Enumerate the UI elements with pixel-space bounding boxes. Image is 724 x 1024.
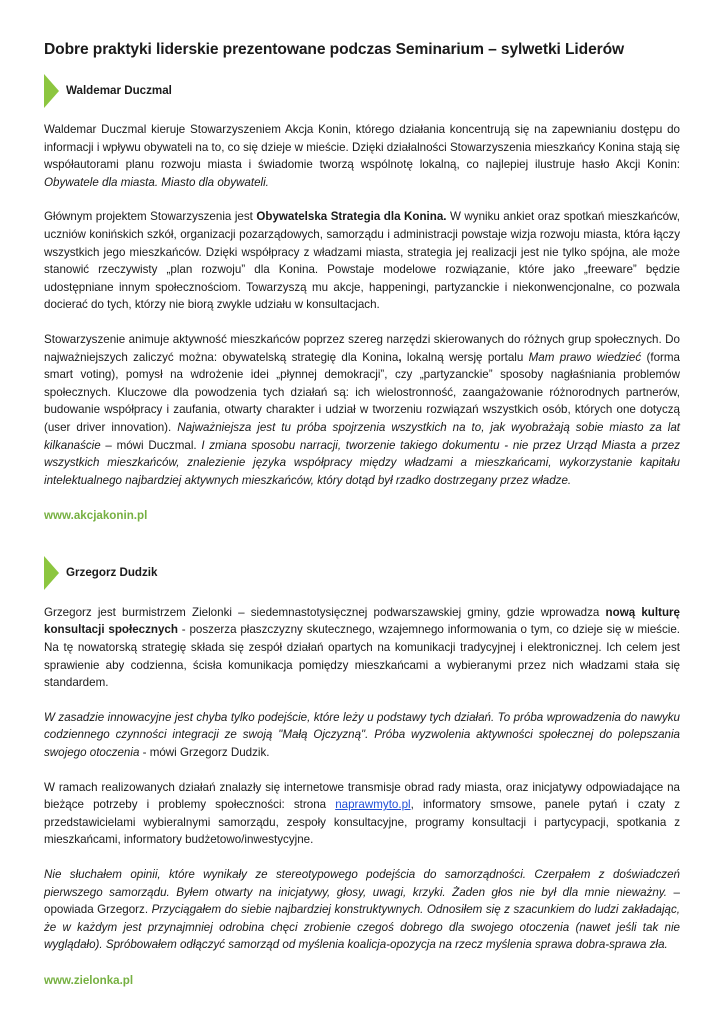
page-title: Dobre praktyki liderskie prezentowane podczas Seminarium – sylwetki Liderów xyxy=(44,41,625,58)
text: – opowiada Grzegorz. xyxy=(44,885,680,917)
green-arrow-icon xyxy=(44,556,59,590)
quote: Najważniejsza jest tu próba spojrzenia wszystkich na to, jak wyobrażają sobie miasto za lat kilkanaście xyxy=(44,420,680,452)
text: , xyxy=(398,350,402,364)
green-arrow-icon xyxy=(44,74,59,108)
paragraph xyxy=(44,709,680,762)
text: - mówi Grzegorz Dudzik. xyxy=(139,746,270,760)
text: W wyniku ankiet oraz spotkań mieszkańców, uczniów konińskich szkół, organizacji pozarządowych, samorządu i administracji powstaje wizja rozwoju miasta, która łączy wszystkich jego mieszkańców. Dzięki współpracy z władzami miasta, strategia jej realizacji jest nie tylko spójna, ale może stanowić rzeczywisty „plan rozwoju” dla Konina. Powstaje modelowe rozwiązanie, które jako „freeware” będzie udostępniane innym społecznościom. Towarzyszą mu akcje, happeningi, partyzanckie i niekonwencjonalne, co pozwala docierać do tych, którzy nie biorą zwykle udziału w konsultacjach. xyxy=(44,210,680,312)
leader-name: Grzegorz Dudzik xyxy=(66,565,158,579)
website-link[interactable]: www.akcjakonin.pl xyxy=(44,509,148,523)
text: W ramach realizowanych działań znalazły się internetowe transmisje obrad rady miasta, oraz inicjatywy odpowiadające na bieżące potrzeby i problemy społeczności: strona xyxy=(44,780,680,812)
text: , informatory smsowe, panele pytań i czaty z przedstawicielami wybieralnymi samorządu, zespoły konsultacyjne, programy konsultacji i partycypacji, spotkania z mieszkańcami, informatory budżetowo/inwestycyjne. xyxy=(44,798,680,847)
leader-header-dudzik xyxy=(44,556,680,590)
text: Stowarzyszenie animuje aktywność mieszkańców poprzez szereg narzędzi skierowanych do różnych grup społecznych. Do najważniejszych zaliczyć można: obywatelską strategię dla Konina xyxy=(44,332,680,364)
quote: Nie słuchałem opinii, które wynikały ze stereotypowego podejścia do samorządności. Czerpałem z doświadczeń pierwszego samorządu. Byłem otwarty na inicjatywy, głosy, uwagi, krzyki. Żaden głos nie był dla mnie nieważny. xyxy=(44,868,680,899)
portal-name: Mam prawo wiedzieć xyxy=(528,350,642,364)
quote: Przyciągałem do siebie najbardziej konstruktywnych. Odnosiłem się z szacunkiem do ludzi zakładając, że w każdym jest przynajmniej odrobina chęci zrobienie czegoś dobrego dla swojego otoczenia (nawet jeśli tak nie wyglądało). Spróbowałem odłączyć samorząd od myślenia koalicja-opozycja na rzecz myślenia sprawa dobra-sprawa zła. xyxy=(44,903,681,952)
document-page xyxy=(44,40,680,990)
quote: I zmiana sposobu narracji, tworzenie takiego dokumentu - nie przez Urząd Miasta a przez wszystkich mieszkańców, znalezienie języka współpracy między władzami a mieszkańcami, wykorzystanie kapitału intelektualnego najbardziej aktywnych mieszkańców, który dotąd był rzadko dostrzegany przez władze. xyxy=(44,438,681,487)
text: Grzegorz jest burmistrzem Zielonki – siedemnastotysięcznej podwarszawskiej gminy, gdzie wprowadza xyxy=(44,605,606,619)
highlight: nową kulturę konsultacji społecznych xyxy=(44,605,680,637)
paragraph xyxy=(44,604,680,692)
leader-name: Waldemar Duczmal xyxy=(66,84,172,97)
project-name: Obywatelska Strategia dla Konina. xyxy=(256,210,447,224)
text: lokalną wersję portalu xyxy=(401,350,529,364)
text: Waldemar Duczmal kieruje Stowarzyszeniem Akcja Konin, którego działania koncentrują się na zapewnianiu dostępu do informacji i wpływu obywateli na to, co się dzieje w mieście. Dzięki działalności Stowarzyszenia mieszkańcy Konina stają się współautorami planu rozwoju miasta i świadomie tworzą wspólnotę lokalną, co najlepiej ilustruje hasło Akcji Konin: xyxy=(44,123,680,172)
text: - poszerza płaszczyzny skutecznego, wzajemnego informowania o tym, co dzieje się w mieście. Na tę nowatorską strategię składa się zespół działań opartych na komunikacji tradycyjnej i elektronicznej. Ich celem jest sprawienie aby codzienna, ścisła komunikacja pomiędzy mieszkańcami a wybieranymi przez nich władzami stała się standardem. xyxy=(44,623,680,690)
text: (forma smart voting), pomysł na wdrożenie idei „płynnej demokracji”, czy „partyzanckie” sposoby nagłaśniania problemów społecznych. Kluczowe dla powodzenia tych działań są: ich wielostronność, zaangażowanie różnorodnych partnerów, budowanie współpracy i zaufania, otwarty charakter i udział w tworzeniu rozwiązań wszystkich osób, których one dotyczą (user driver innovation). xyxy=(44,350,681,434)
motto: Obywatele dla miasta. Miasto dla obywateli. xyxy=(44,175,269,189)
paragraph xyxy=(44,121,680,191)
paragraph xyxy=(44,866,680,954)
website-link[interactable]: www.zielonka.pl xyxy=(44,973,134,987)
leader-header-duczmal xyxy=(44,74,680,108)
paragraph xyxy=(44,208,680,314)
paragraph xyxy=(44,331,680,489)
text: Głównym projektem Stowarzyszenia jest xyxy=(44,210,257,224)
text: – mówi Duczmal. xyxy=(100,438,202,452)
naprawmyto-link[interactable]: naprawmyto.pl xyxy=(335,798,411,812)
paragraph xyxy=(44,779,680,849)
quote: W zasadzie innowacyjne jest chyba tylko podejście, które leży u podstawy tych działań. To próba wprowadzenia do nawyku codziennego czynności integracji ze swoją "Małą Ojczyzną". Próba wyzwolenia aktywności społecznej do polepszania swojego otoczenia xyxy=(44,710,680,760)
